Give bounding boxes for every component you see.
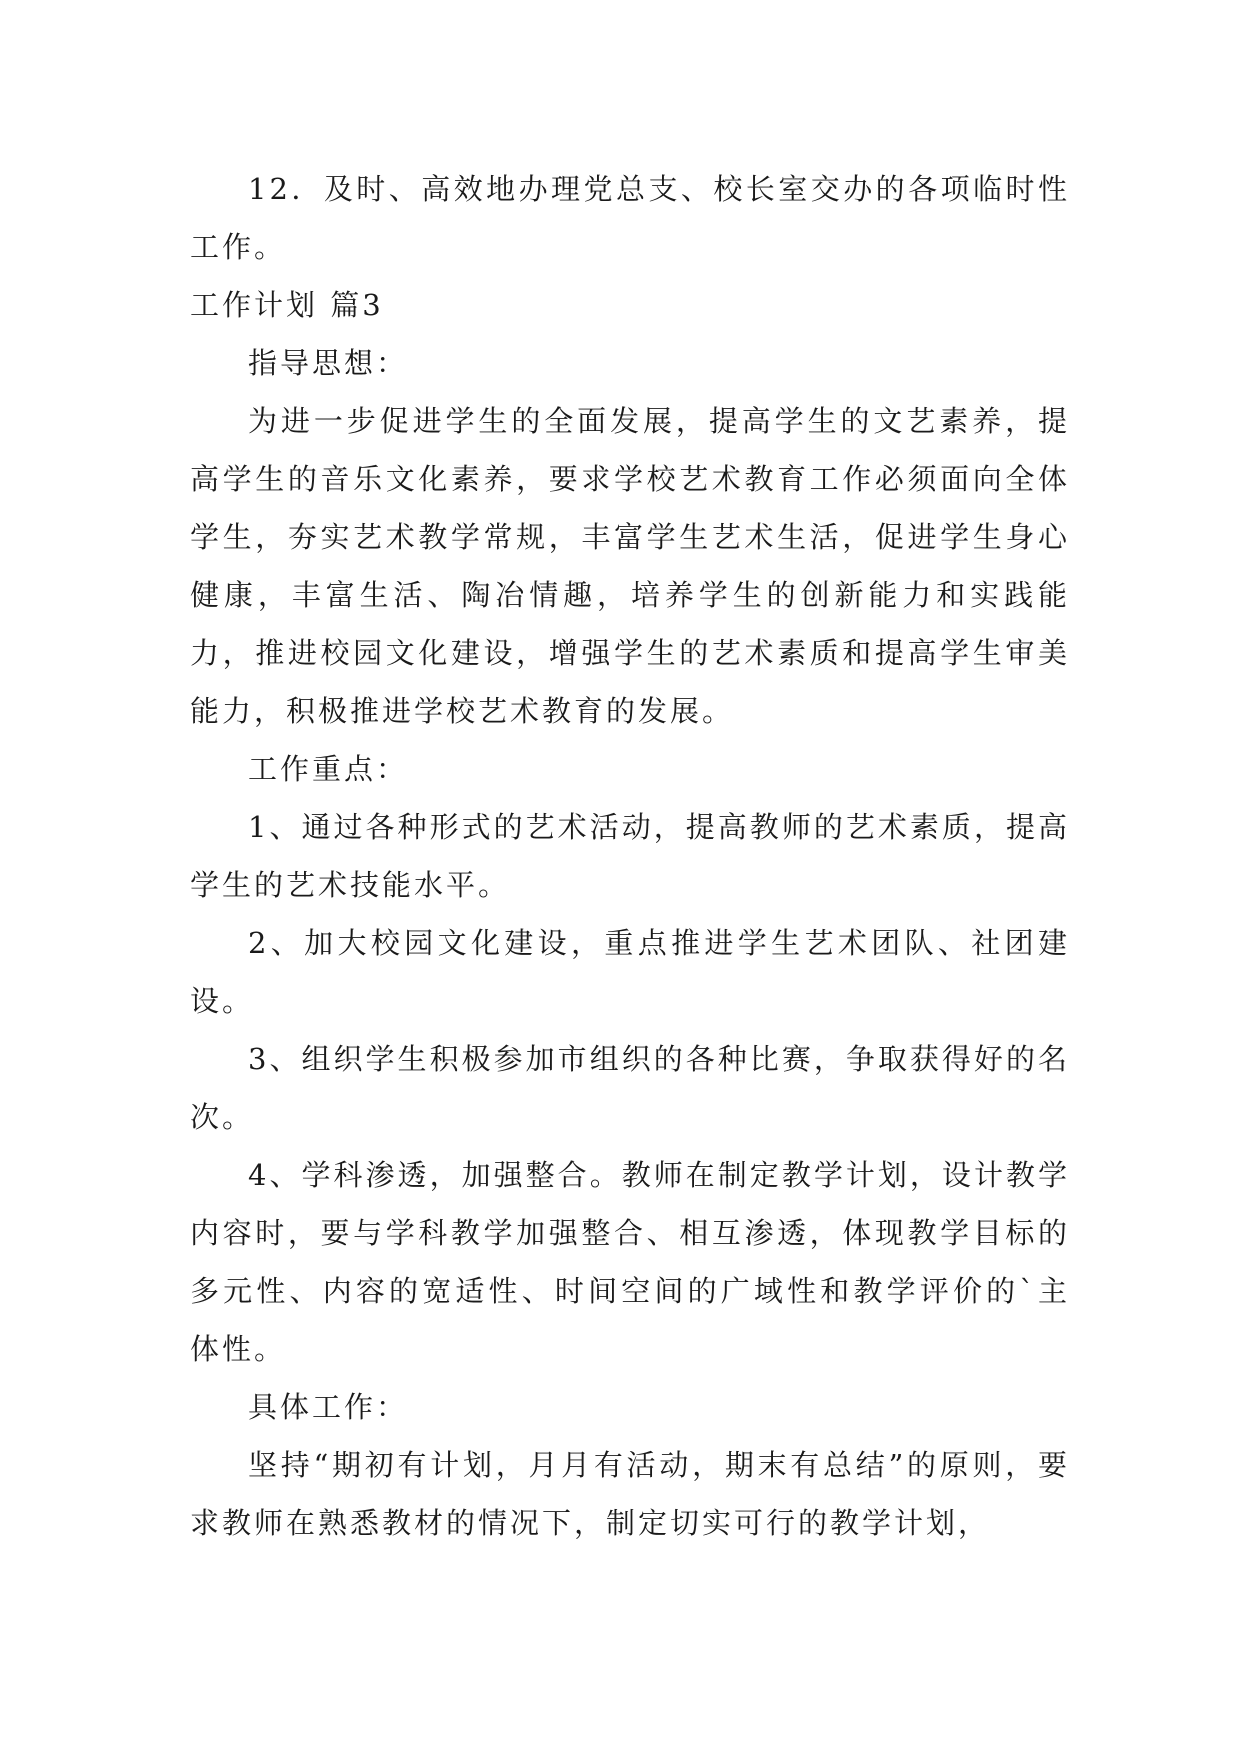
paragraph-focus-1: 1、通过各种形式的艺术活动，提高教师的艺术素质，提高学生的艺术技能水平。 — [190, 810, 1070, 902]
document-body — [190, 160, 1070, 1552]
paragraph-focus-2: 2、加大校园文化建设，重点推进学生艺术团队、社团建设。 — [190, 926, 1070, 1018]
subheading-work-focus: 工作重点： — [248, 752, 409, 786]
paragraph-focus-4: 4、学科渗透，加强整合。教师在制定教学计划，设计教学内容时，要与学科教学加强整合、相互渗透，体现教学目标的多元性、内容的宽适性、时间空间的广域性和教学评价的`主体性。 — [190, 1158, 1070, 1366]
subheading-guiding-ideology: 指导思想： — [248, 346, 409, 380]
paragraph-specific-work: 坚持“期初有计划，月月有活动，期末有总结”的原则，要求教师在熟悉教材的情况下，制定切实可行的教学计划， — [190, 1448, 1070, 1540]
paragraph-item-12: 12．及时、高效地办理党总支、校长室交办的各项临时性工作。 — [190, 172, 1070, 264]
section-heading: 工作计划 篇3 — [190, 288, 384, 322]
paragraph-guiding-ideology: 为进一步促进学生的全面发展，提高学生的文艺素养，提高学生的音乐文化素养，要求学校艺术教育工作必须面向全体学生，夯实艺术教学常规，丰富学生艺术生活，促进学生身心健康，丰富生活、陶冶情趣，培养学生的创新能力和实践能力，推进校园文化建设，增强学生的艺术素质和提高学生审美能力，积极推进学校艺术教育的发展。 — [190, 404, 1070, 728]
subheading-specific-work: 具体工作： — [248, 1390, 409, 1424]
paragraph-focus-3: 3、组织学生积极参加市组织的各种比赛，争取获得好的名次。 — [190, 1042, 1070, 1134]
